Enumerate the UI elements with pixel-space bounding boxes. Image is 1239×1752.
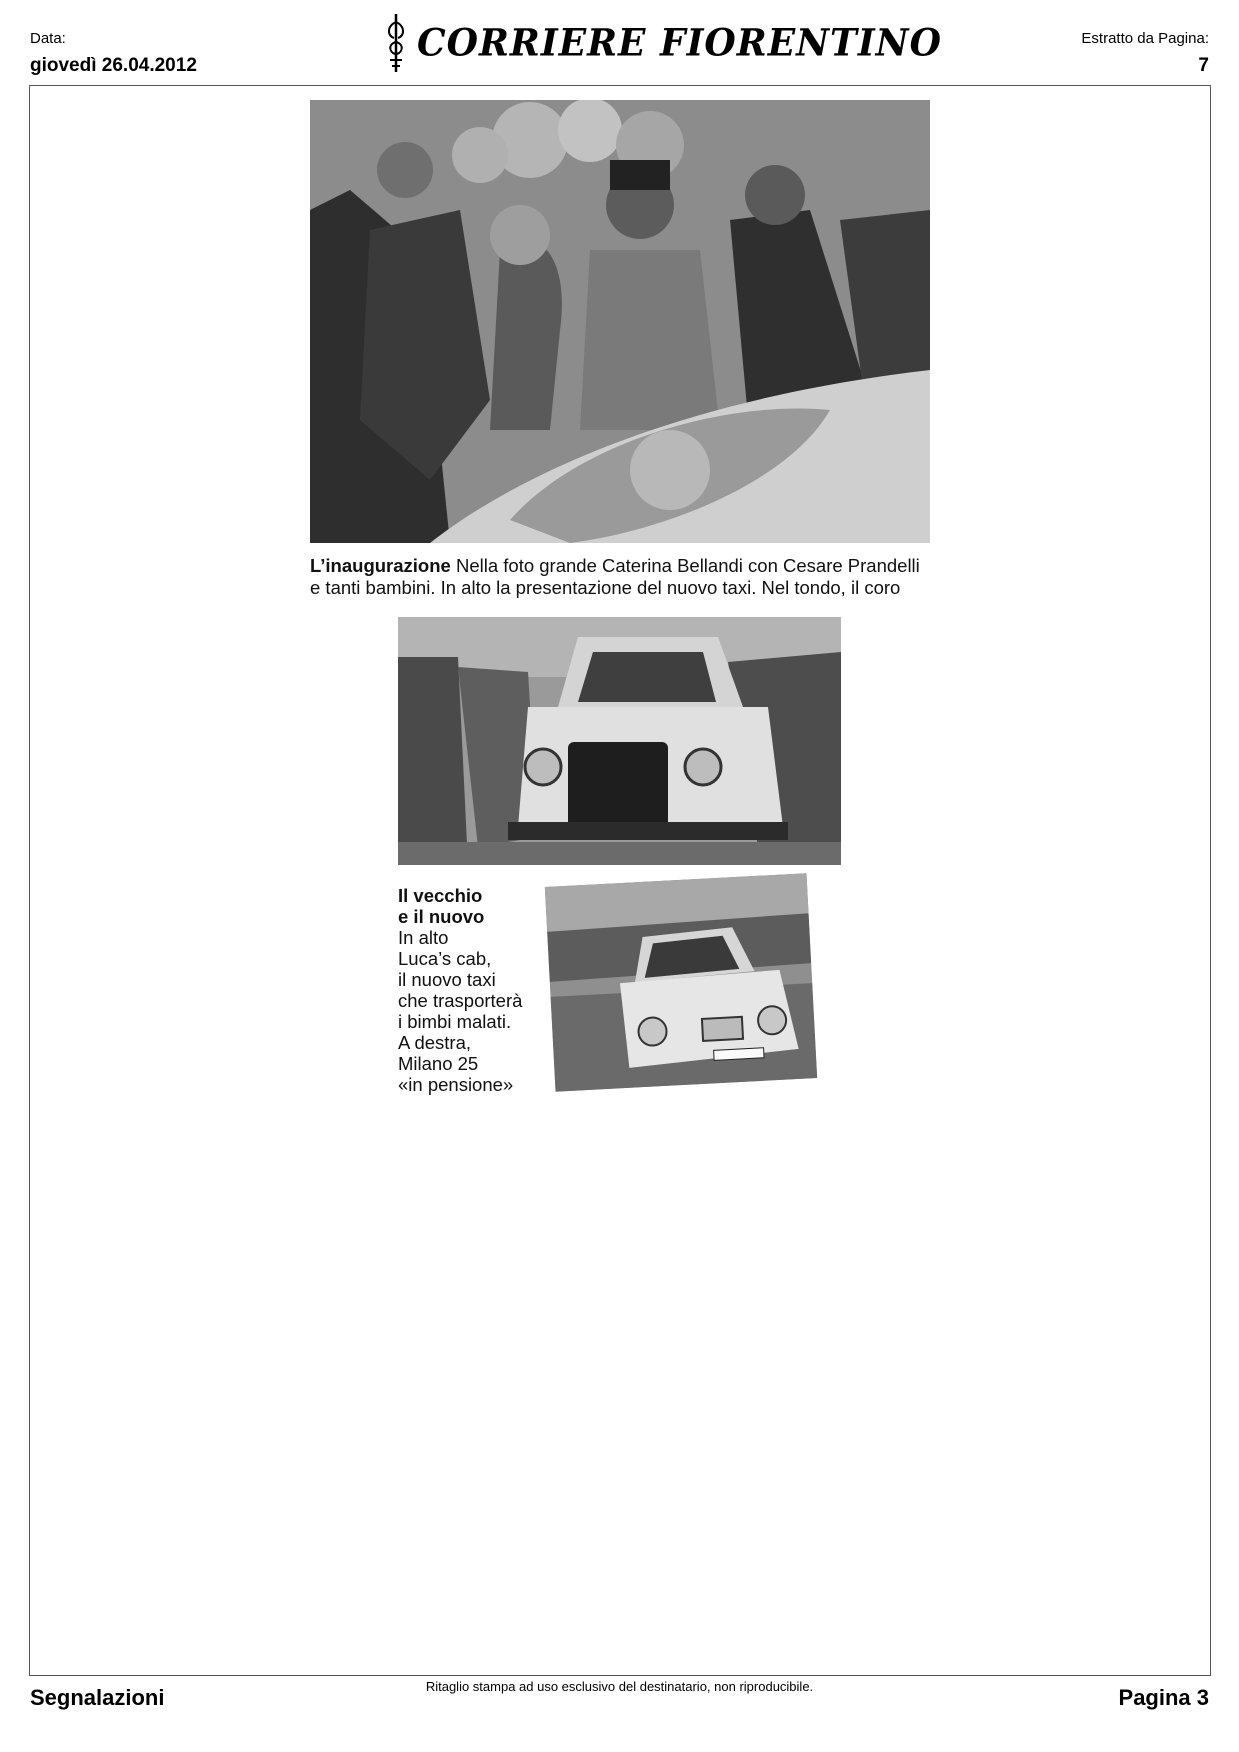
main-caption-body: Nella foto grande Caterina Bellandi con Cesare Prandelli e tanti bambini. In alto la presentazione del nuovo taxi. Nel tondo, il coro [310, 555, 920, 598]
main-caption [310, 555, 930, 599]
page-extract-label: Estratto da Pagina: [1081, 30, 1209, 47]
side-caption-title-1: Il vecchio [398, 885, 483, 906]
masthead [385, 10, 942, 76]
footer-page: Pagina 3 [1118, 1685, 1209, 1710]
date-value: giovedì 26.04.2012 [30, 55, 197, 76]
date-label: Data: [30, 30, 66, 47]
date-block [30, 30, 197, 77]
side-caption-line: Milano 25 [398, 1053, 479, 1074]
side-caption-line: che trasporterà [398, 990, 523, 1011]
publication-name: CORRIERE FIORENTINO [417, 20, 942, 66]
footer-disclaimer: Ritaglio stampa ad uso esclusivo del destinatario, non riproducibile. [425, 1679, 814, 1694]
footer-section: Segnalazioni [30, 1685, 165, 1710]
page-extract-value: 7 [1198, 55, 1209, 76]
page-extract-block [1081, 30, 1209, 77]
main-caption-title: L’inaugurazione [310, 555, 451, 576]
main-photo [310, 100, 930, 543]
florence-lily-logo-icon [385, 12, 407, 74]
side-caption [398, 885, 538, 1095]
side-caption-line: «in pensione» [398, 1074, 514, 1095]
side-caption-line: In alto [398, 927, 449, 948]
side-caption-title-2: e il nuovo [398, 906, 485, 927]
side-caption-line: il nuovo taxi [398, 969, 496, 990]
taxi-photo [398, 617, 841, 865]
side-caption-line: i bimbi malati. [398, 1011, 512, 1032]
side-caption-line: A destra, [398, 1032, 472, 1053]
side-caption-line: Luca’s cab, [398, 948, 492, 969]
old-taxi-photo [545, 873, 817, 1091]
